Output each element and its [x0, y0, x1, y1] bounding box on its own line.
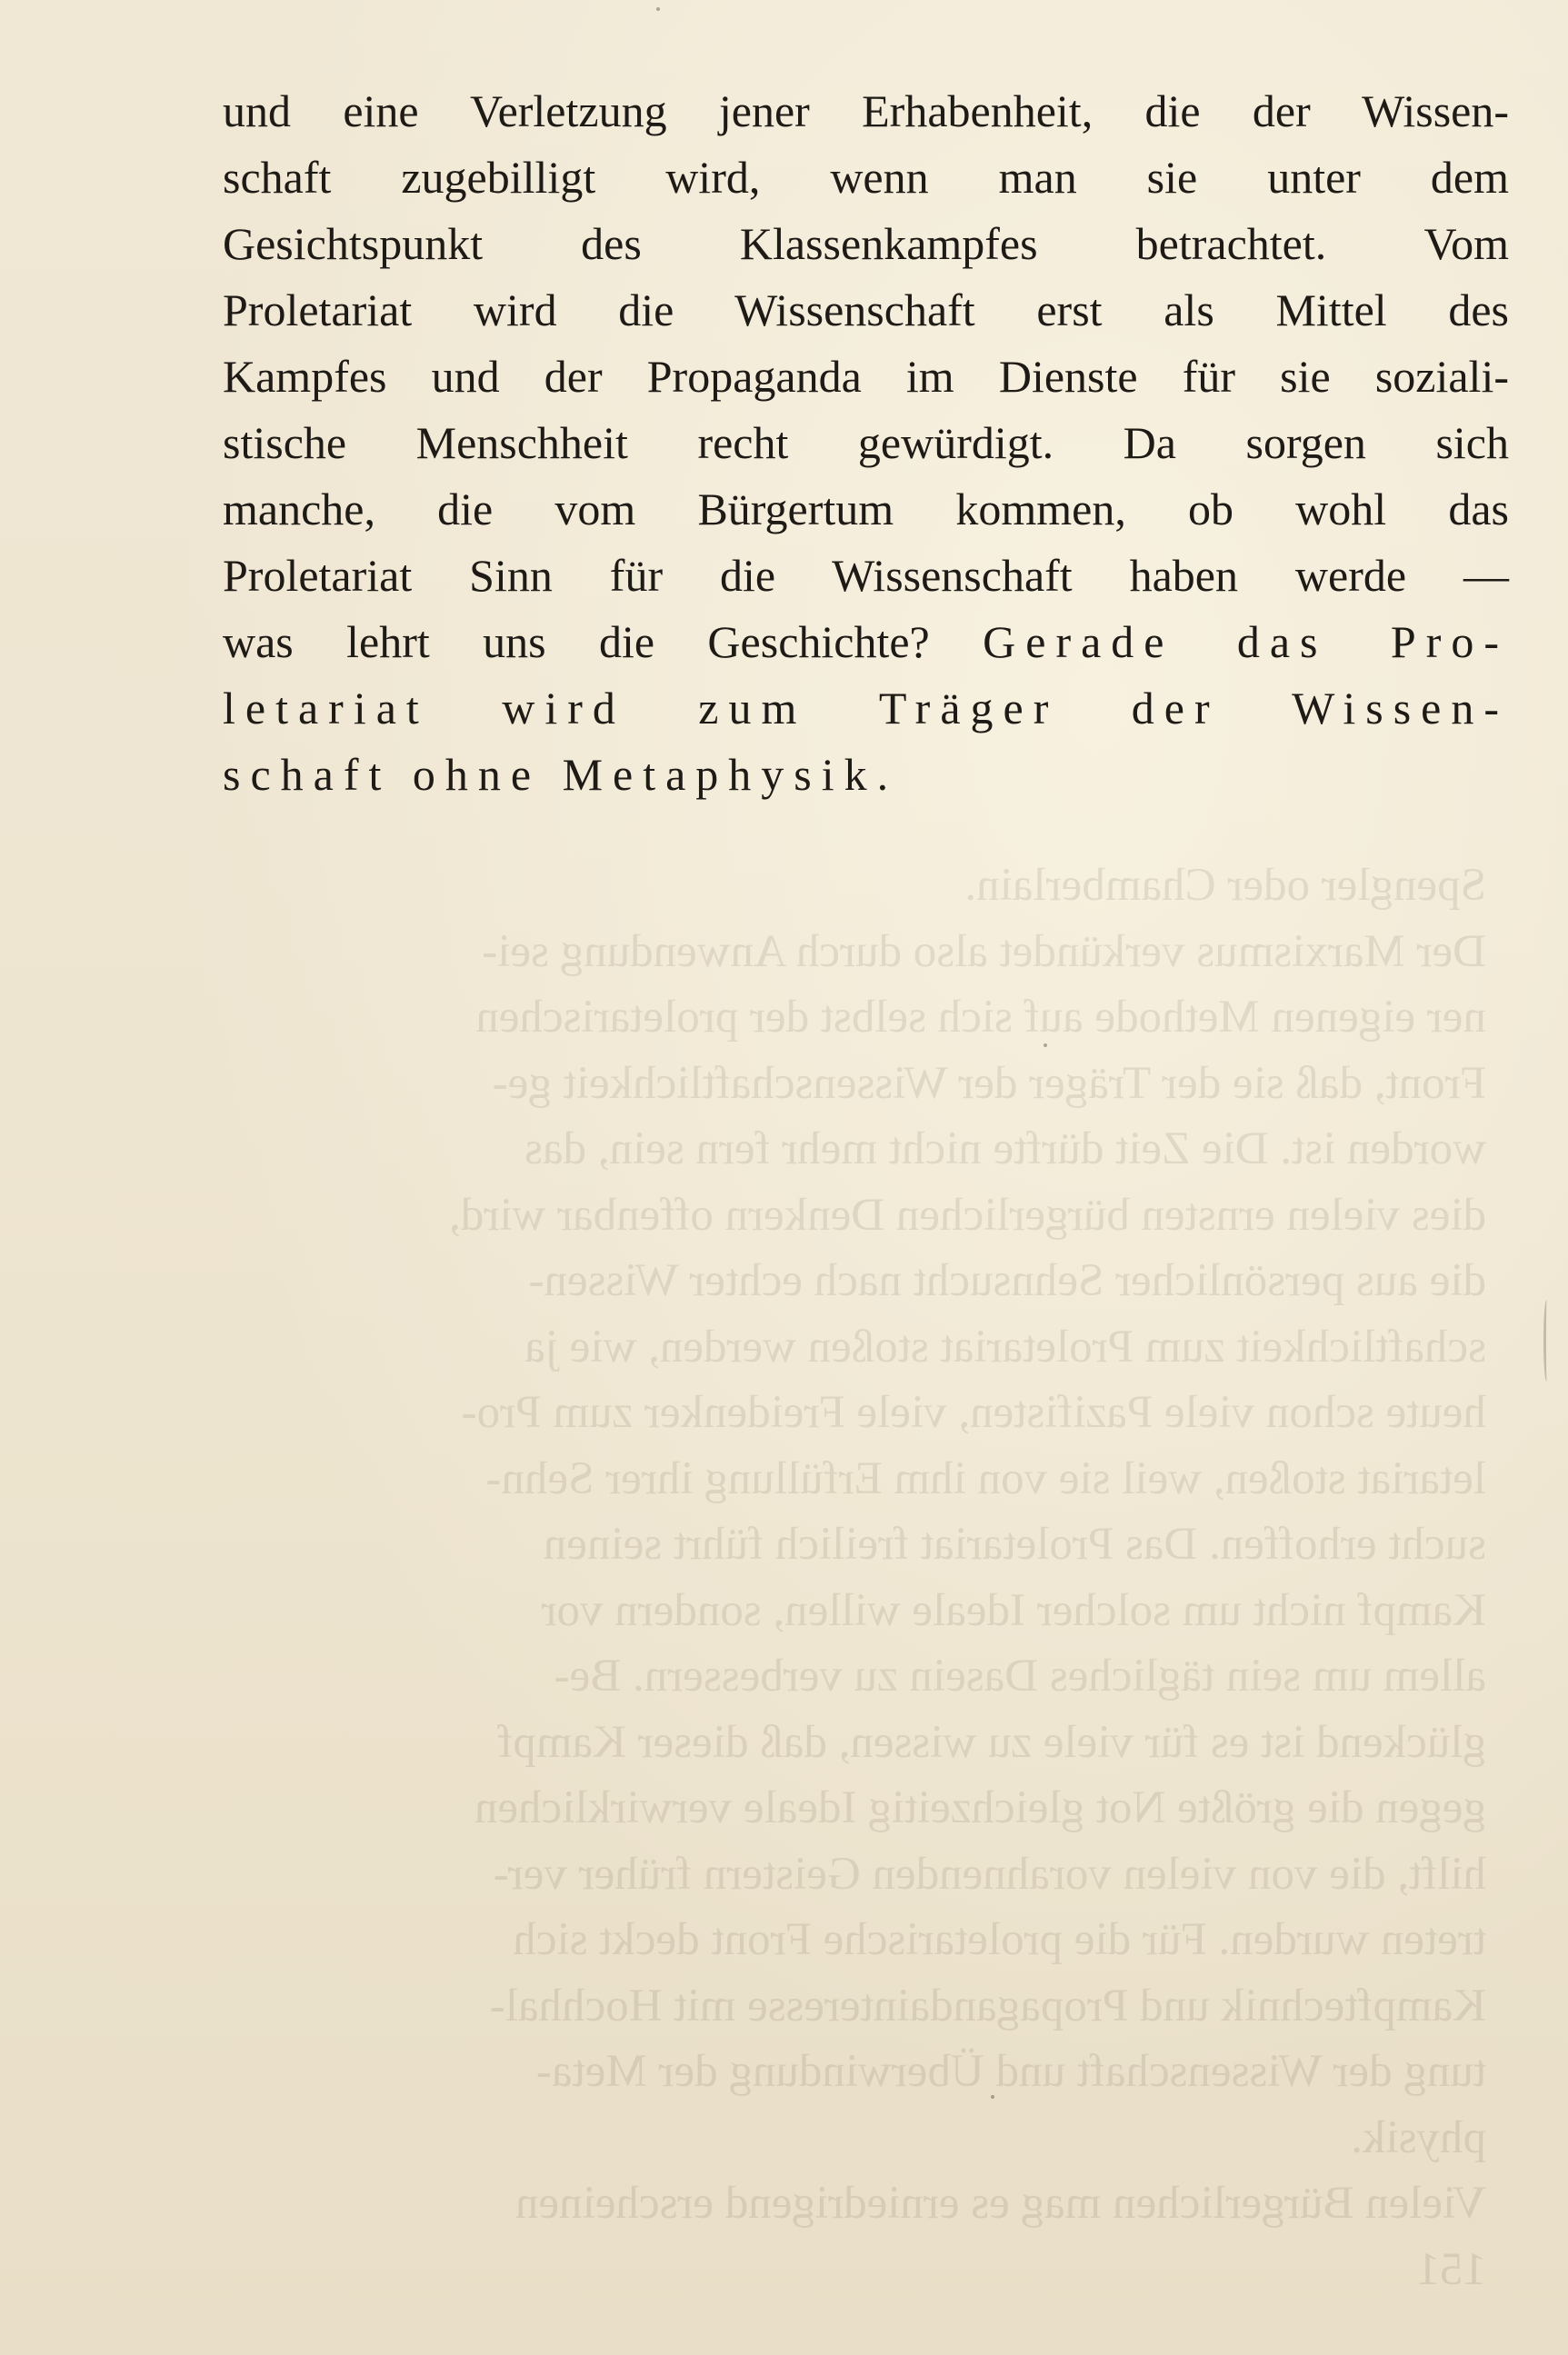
show-through-line: Vielen Bürgerlichen mag es erniedrigend erscheinen [515, 2178, 1486, 2229]
show-through-line: dies vielen ernsten bürgerlichen Denkern offenbar wird, [449, 1189, 1486, 1241]
show-through-line: glückend ist es für viele zu wissen, daß dieser Kampf [497, 1716, 1486, 1768]
show-through-line: Front, daß sie der Träger der Wissenschaftlichkeit ge- [492, 1057, 1486, 1109]
show-through-line: Kampf nicht um solcher Ideale willen, sondern vor [541, 1584, 1486, 1636]
show-through-line: Spengler oder Chamberlain. [964, 860, 1486, 911]
text-line: Gesichtspunkt des Klassenkampfes betrachtet. Vom [223, 218, 1509, 269]
spaced-emphasis-line: letariat wird zum Träger der Wissen- [223, 683, 1509, 733]
show-through-line: die aus persönlicher Sehnsucht nach echter Wissen- [528, 1255, 1486, 1306]
show-through-line: sucht erhoffen. Das Proletariat freilich führt seinen [543, 1519, 1486, 1570]
text-line: Proletariat wird die Wissenschaft erst als Mittel des [223, 284, 1509, 335]
show-through-line: gegen die größte Not gleichzeitig Ideale verwirklichen [474, 1782, 1486, 1833]
text-line: und eine Verletzung jener Erhabenheit, die der Wissen- [223, 85, 1509, 136]
spaced-emphasis-line: schaft ohne Metaphysik. [223, 749, 899, 800]
show-through-page-number: 151 [1416, 2243, 1486, 2295]
paper-speck [656, 7, 660, 11]
show-through-line: physik. [1351, 2111, 1486, 2163]
text-line: manche, die vom Bürgertum kommen, ob wohl das [223, 484, 1509, 534]
show-through-line: ner eigenen Methode auf sich selbst der proletarischen [475, 992, 1486, 1043]
show-through-text [195, 853, 1486, 2302]
text-segment: was lehrt uns die Geschichte? [223, 616, 930, 667]
show-through-line: treten wurden. Für die proletarische Front deckt sich [513, 1914, 1486, 1965]
show-through-line: worden ist. Die Zeit dürfte nicht mehr fern sein, das [524, 1123, 1486, 1174]
show-through-line: hilft, die von vielen vorahnenden Geistern früher ver- [493, 1848, 1486, 1900]
show-through-line: Der Marxismus verkündet also durch Anwendung sei- [482, 925, 1486, 977]
show-through-line: letariat stoßen, weil sie von ihm Erfüllung ihrer Sehn- [485, 1452, 1486, 1504]
text-line: stische Menschheit recht gewürdigt. Da sorgen sich [223, 417, 1509, 468]
text-line [223, 609, 1509, 675]
show-through-line: Kampftechnik und Propagandainteresse mit Hochhal- [489, 1980, 1486, 2031]
show-through-line: tung der Wissenschaft und Überwindung der Meta- [535, 2046, 1486, 2097]
show-through-line: allem um sein tägliches Dasein zu verbessern. Be- [554, 1651, 1486, 1701]
text-line: schaft zugebilligt wird, wenn man sie unter dem [223, 152, 1509, 203]
text-line: Proletariat Sinn für die Wissenschaft haben werde — [223, 550, 1509, 601]
body-text [223, 78, 1509, 808]
margin-mark [1543, 1300, 1550, 1382]
show-through-line: heute schon viele Pazifisten, viele Freidenker zum Pro- [461, 1387, 1486, 1438]
show-through-line: schaftlichkeit zum Proletariat stoßen werden, wie ja [524, 1321, 1486, 1372]
spaced-emphasis: Gerade das Pro- [983, 616, 1509, 667]
text-line: Kampfes und der Propaganda im Dienste für sie soziali- [223, 351, 1509, 402]
